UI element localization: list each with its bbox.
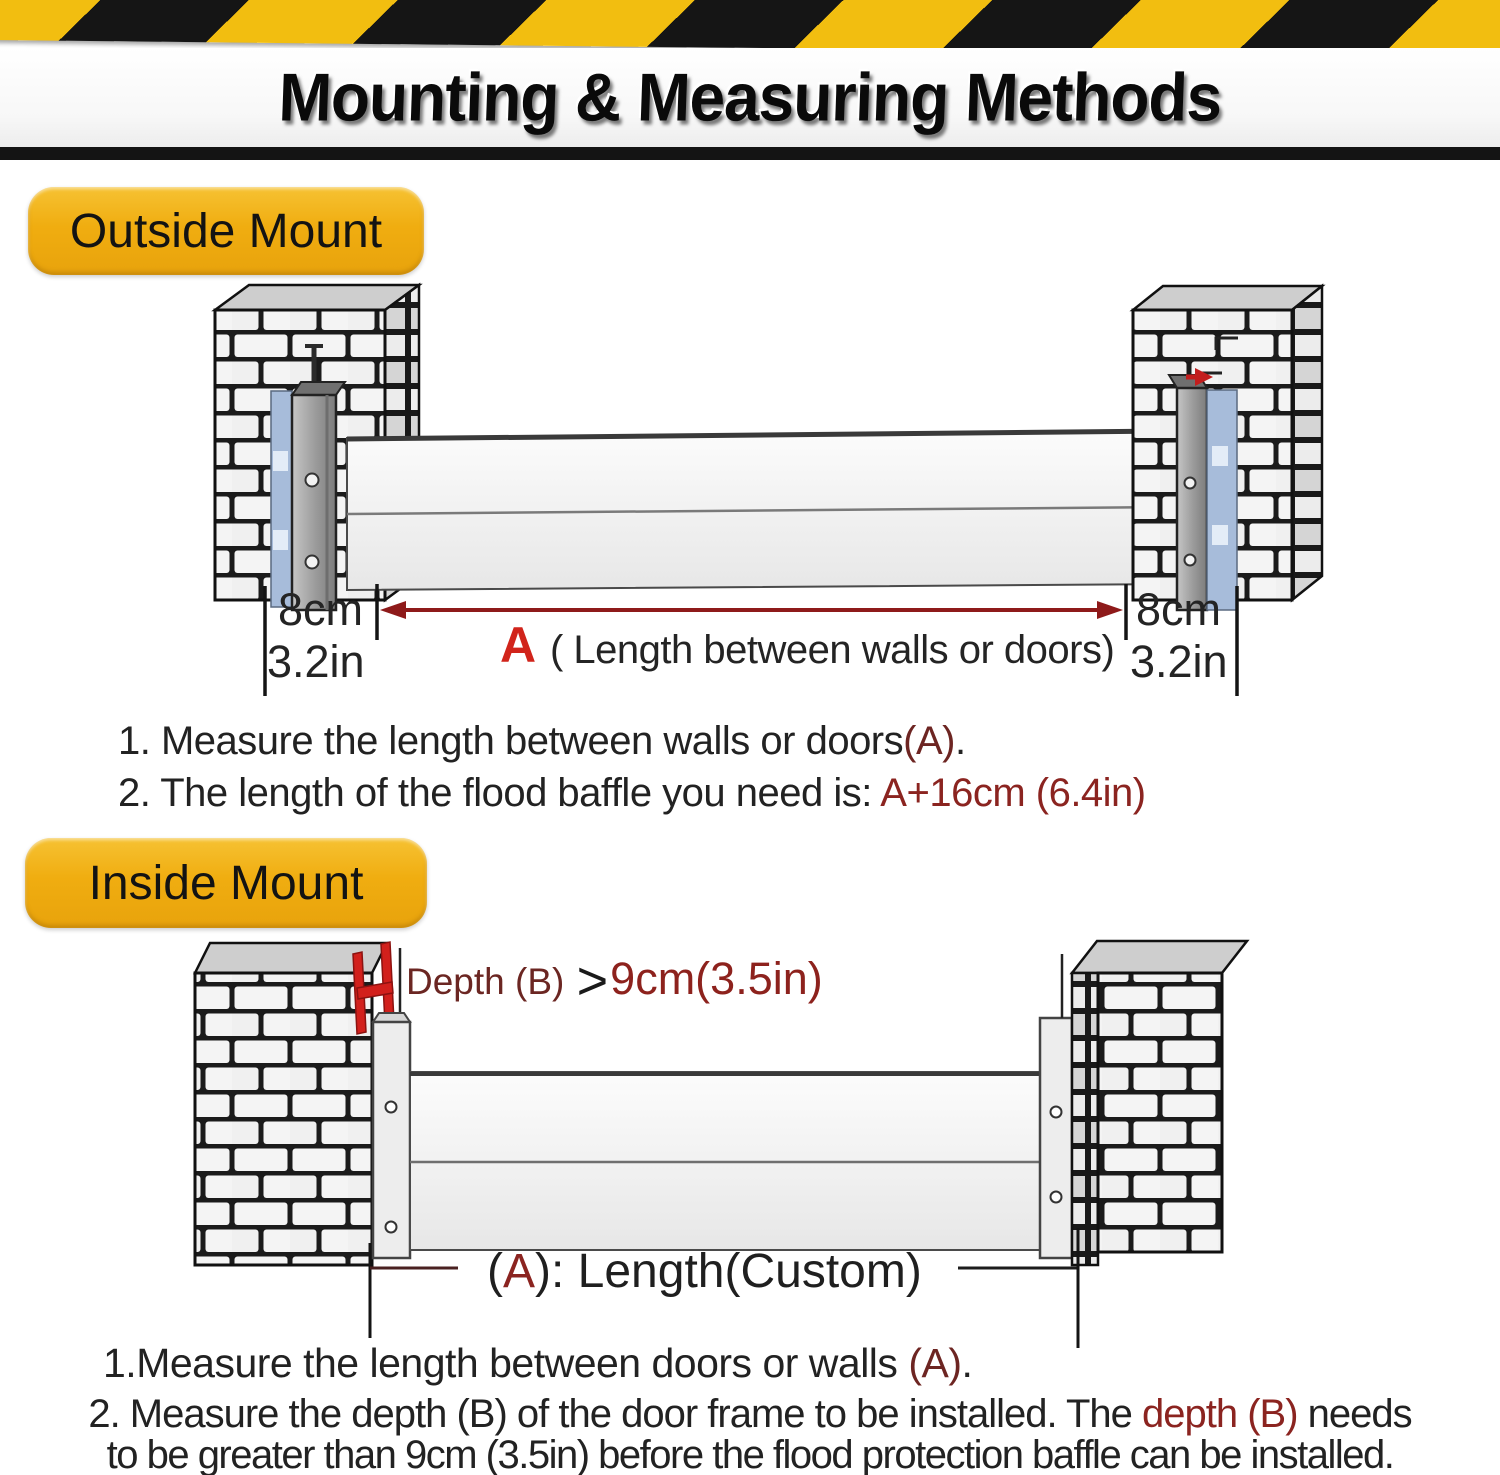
flood-barrier-inside: [410, 1072, 1040, 1250]
inside-step-1: 1.Measure the length between doors or walls (A).: [103, 1340, 973, 1386]
outside-dim-left-cm: 8cm: [278, 584, 364, 635]
outside-dim-left-in: 3.2in: [267, 636, 365, 687]
outside-step-2: 2. The length of the flood baffle you need is: A+16cm (6.4in): [118, 771, 1146, 815]
outside-span-letter-a: A: [500, 617, 537, 673]
inside-step-2-line1: 2. Measure the depth (B) of the door frame to be installed. The depth (B) needs: [88, 1392, 1412, 1436]
outside-mount-badge-label: Outside Mount: [69, 204, 383, 258]
length-annotation: (A): Length(Custom): [487, 1245, 922, 1298]
inside-step-2-line2: to be greater than 9cm (3.5in) before the flood protection baffle can be installed.: [106, 1433, 1394, 1475]
inside-channel-right: [1040, 954, 1072, 1258]
depth-annotation: Depth (B) >9cm(3.5in): [406, 951, 823, 1011]
outside-dim-right-in: 3.2in: [1130, 636, 1228, 687]
flood-barrier-outside: [347, 430, 1176, 590]
inside-mount-badge: [25, 838, 427, 928]
outside-dim-right-cm: 8cm: [1136, 584, 1222, 635]
mount-channel-left: [271, 382, 345, 610]
dimension-arrow-right-icon: [1097, 601, 1123, 619]
inside-pillar-right: [1072, 941, 1247, 1265]
inside-mount-badge-label: Inside Mount: [88, 856, 364, 910]
page-title: Mounting & Measuring Methods: [277, 58, 1223, 136]
mount-channel-right: [1169, 368, 1237, 610]
outside-step-1: 1. Measure the length between walls or doors(A).: [118, 719, 966, 763]
outside-mount-badge: [28, 187, 424, 275]
outside-span-caption: ( Length between walls or doors): [550, 628, 1115, 672]
title-underline-bar: [0, 147, 1500, 160]
inside-channel-left: [373, 1013, 410, 1258]
dimension-arrow-left-icon: [380, 601, 406, 619]
